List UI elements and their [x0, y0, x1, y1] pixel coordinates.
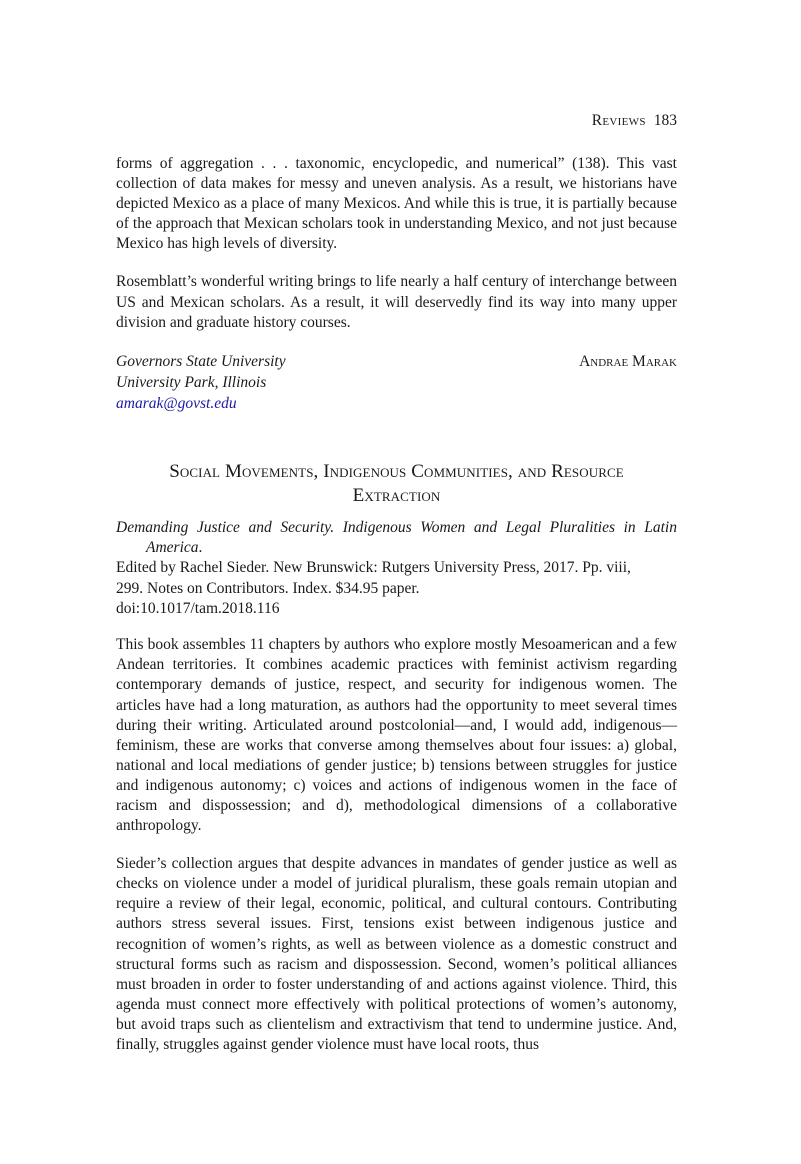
citation-details: 299. Notes on Contributors. Index. $34.95 paper. [116, 579, 420, 597]
reviewer-institution: Governors State University [116, 352, 286, 370]
book-title-end: . [198, 539, 203, 557]
review-paragraph: Sieder’s collection argues that despite advances in mandates of gender justice as well as checks on violence under a model of juridical pluralism, these goals remain utopian and require a review of their legal, economic, political, and cultural contours. Contributing authors stress several issues. First, tensions exist between indigenous justice and recognition of women’s rights, as well as between violence as a domestic construct and structural forms such as racism and dispossession. Second, women’s political alliances must broaden in order to foster understanding of and actions against violence. Third, this agenda must connect more effectively with political protections of women’s autonomy, but avoid traps such as clientelism and extractivism that tend to undermine justice. And, finally, struggles against gender violence must have local roots, thus [116, 855, 677, 1054]
reviewer-signature [116, 351, 677, 414]
reviewer-email-link[interactable]: amarak@govst.edu [116, 394, 237, 412]
book-title: Demanding Justice and Security. Indigenous Women and Legal Pluralities in Latin America [116, 518, 677, 557]
page-number: 183 [653, 112, 677, 129]
running-head-section: Reviews [591, 112, 646, 129]
prior-review-paragraph: forms of aggregation . . . taxonomic, encyclopedic, and numerical” (138). This vast collection of data makes for messy and uneven analysis. As a result, we historians have depicted Mexico as a place of many Mexicos. And while this is true, it is partially because of the approach that Mexican scholars took in understanding Mexico, and not just because Mexico has high levels of diversity. [116, 155, 677, 253]
review-paragraph: This book assembles 11 chapters by authors who explore mostly Mesoamerican and a few Andean territories. It combines academic practices with feminist activism regarding contemporary demands of justice, respect, and security for indigenous women. The articles have had a long maturation, as authors had the opportunity to meet several times during their writing. Articulated around postcolonial—and, I would add, indigenous—feminism, these are works that converse among themselves about four issues: a) global, national and local mediations of gender justice; b) tensions between struggles for justice and indigenous autonomy; c) voices and actions of indigenous women in the face of racism and dispossession; and d), methodological dimensions of a collaborative anthropology. [116, 636, 677, 835]
book-citation [116, 518, 677, 619]
prior-review-paragraph: Rosemblatt’s wonderful writing brings to life nearly a half century of interchange between US and Mexican scholars. As a result, it will deservedly find its way into many upper division and graduate history courses. [116, 273, 677, 331]
reviewer-name: Andrae Marak [579, 352, 677, 370]
reviewer-location: University Park, Illinois [116, 373, 267, 391]
section-title-line2: Extraction [352, 484, 441, 506]
section-title [116, 460, 677, 508]
citation-doi: doi:10.1017/tam.2018.116 [116, 599, 280, 617]
section-title-line1: Social Movements, Indigenous Communities, and Resource [169, 460, 624, 482]
journal-page [116, 112, 677, 1073]
running-head [116, 112, 677, 134]
citation-publication: Edited by Rachel Sieder. New Brunswick: Rutgers University Press, 2017. Pp. viii, [116, 559, 631, 577]
